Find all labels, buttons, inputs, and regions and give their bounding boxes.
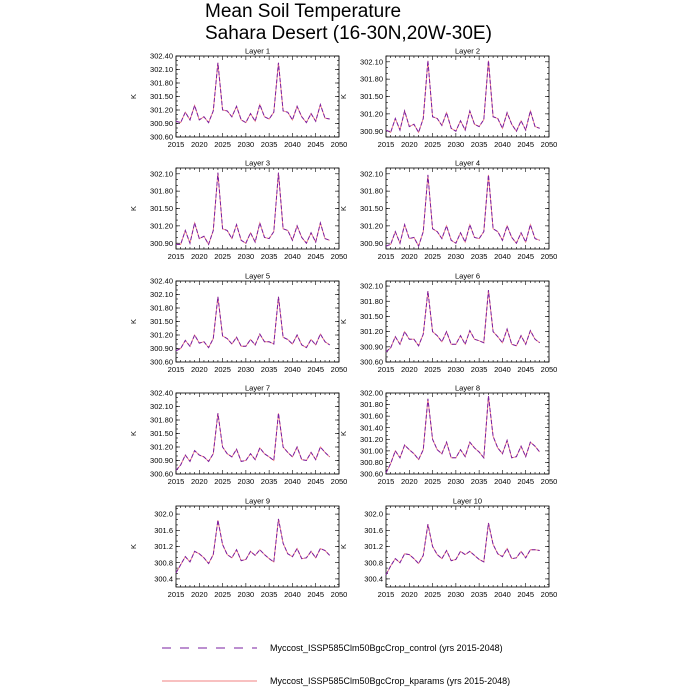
series-line-control [176,297,330,351]
y-tick-label: 300.80 [360,458,383,468]
plot-frame [176,56,339,137]
x-tick-label: 2040 [494,252,511,261]
x-tick-label: 2020 [190,590,208,599]
y-tick-label: 301.80 [150,186,173,196]
series-line-control [386,290,540,352]
panel-layer-10 [339,497,557,600]
series-line-kparams [176,519,330,573]
y-tick-label: 301.20 [360,109,383,119]
y-tick-label: 300.90 [360,342,383,352]
panel-title: Layer 4 [454,158,481,168]
y-tick-label: 300.8 [364,558,383,568]
series-line-control [176,173,330,245]
x-tick-label: 2040 [284,365,301,374]
y-tick-label: 301.80 [150,303,173,313]
x-tick-label: 2015 [377,252,395,261]
x-tick-label: 2025 [424,252,441,261]
y-tick-label: 301.50 [150,204,173,214]
y-tick-label: 300.60 [150,132,173,142]
x-tick-label: 2020 [190,365,208,374]
x-tick-label: 2025 [214,477,231,486]
x-tick-label: 2035 [470,590,488,599]
panel-layer-1 [129,47,347,150]
y-tick-label: 301.20 [360,221,383,231]
x-tick-label: 2035 [260,477,278,486]
series-line-kparams [386,396,540,473]
x-tick-label: 2025 [214,252,231,261]
y-axis-label: K [129,93,138,100]
x-tick-label: 2030 [237,365,255,374]
legend-entry-kparams [162,676,510,686]
plot-frame [386,281,549,362]
y-tick-label: 301.80 [360,74,383,84]
x-tick-label: 2050 [330,252,348,261]
x-tick-label: 2020 [400,365,418,374]
series-line-kparams [176,413,330,470]
x-tick-label: 2015 [167,477,185,486]
x-tick-label: 2040 [284,477,301,486]
x-tick-label: 2050 [540,477,558,486]
y-tick-label: 302.0 [364,509,383,519]
y-tick-label: 302.10 [150,402,173,412]
plot-frame [176,506,339,587]
x-tick-label: 2015 [377,590,395,599]
x-tick-label: 2045 [517,590,535,599]
plot-frame [386,393,549,474]
legend-label-kparams: Myccost_ISSP585Clm50BgcCrop_kparams (yrs 2015-2048) [270,676,511,686]
y-tick-label: 301.20 [360,434,383,444]
y-tick-label: 300.90 [360,126,383,136]
figure-title-line-1: Mean Soil Temperature [205,1,402,22]
y-tick-label: 302.10 [360,57,383,67]
y-tick-label: 300.60 [150,469,173,479]
x-tick-label: 2015 [167,590,185,599]
y-tick-label: 301.6 [364,525,383,535]
y-axis-label: K [339,93,348,100]
series-line-kparams [386,175,540,246]
y-tick-label: 300.90 [360,238,383,248]
x-tick-label: 2025 [214,590,231,599]
x-tick-label: 2025 [424,140,441,149]
x-tick-label: 2035 [260,590,278,599]
series-line-kparams [386,61,540,133]
panel-title: Layer 9 [244,496,271,506]
plot-frame [176,393,339,474]
y-tick-label: 300.60 [360,357,383,367]
y-axis-label: K [129,318,138,325]
x-tick-label: 2045 [307,590,325,599]
series-line-kparams [176,63,330,123]
x-tick-label: 2050 [330,590,348,599]
x-tick-label: 2020 [400,252,418,261]
series-line-control [386,61,540,133]
y-tick-label: 301.60 [360,411,383,421]
x-tick-label: 2020 [190,140,208,149]
x-tick-label: 2030 [447,140,465,149]
y-axis-label: K [129,430,138,437]
x-tick-label: 2030 [237,252,255,261]
panel-layer-8 [339,384,557,487]
panel-title: Layer 8 [454,383,481,393]
plot-frame [386,56,549,137]
x-tick-label: 2050 [540,140,558,149]
plot-frame [386,168,549,249]
y-tick-label: 301.80 [360,400,383,410]
series-line-kparams [386,523,540,575]
panel-layer-9 [129,497,347,600]
x-tick-label: 2040 [494,590,511,599]
panel-layer-3 [129,159,347,262]
x-tick-label: 2045 [517,140,535,149]
x-tick-label: 2050 [330,140,348,149]
x-tick-label: 2045 [517,365,535,374]
y-tick-label: 302.0 [154,509,173,519]
x-tick-label: 2030 [447,365,465,374]
x-tick-label: 2020 [190,477,208,486]
panel-layer-5 [129,272,347,375]
series-line-kparams [176,173,330,245]
y-tick-label: 301.2 [364,542,383,552]
x-tick-label: 2045 [307,140,325,149]
x-tick-label: 2020 [190,252,208,261]
panel-title: Layer 7 [244,383,271,393]
x-tick-label: 2035 [470,365,488,374]
x-tick-label: 2040 [284,590,301,599]
x-tick-label: 2015 [167,365,185,374]
plot-frame [176,281,339,362]
y-tick-label: 302.10 [360,281,383,291]
panel-layer-2 [339,47,557,150]
y-axis-label: K [129,205,138,212]
y-tick-label: 301.80 [360,186,383,196]
x-tick-label: 2035 [470,252,488,261]
y-tick-label: 301.6 [154,525,173,535]
x-tick-label: 2050 [330,477,348,486]
y-tick-label: 302.40 [150,51,173,61]
panel-title: Layer 5 [244,271,271,281]
y-tick-label: 302.10 [150,65,173,75]
x-tick-label: 2025 [214,365,231,374]
y-tick-label: 302.10 [150,290,173,300]
y-tick-label: 301.50 [150,317,173,327]
legend-label-control: Myccost_ISSP585Clm50BgcCrop_control (yrs 2015-2048) [270,643,503,653]
series-line-control [386,523,540,575]
y-tick-label: 300.60 [360,469,383,479]
y-tick-label: 300.90 [150,238,173,248]
y-tick-label: 301.00 [360,446,383,456]
panel-title: Layer 3 [244,158,271,168]
y-tick-label: 302.00 [360,388,383,398]
y-tick-label: 300.4 [364,574,383,584]
y-tick-label: 301.2 [154,542,173,552]
series-line-control [386,175,540,246]
figure-title-line-2: Sahara Desert (16-30N,20W-30E) [205,23,492,44]
y-tick-label: 301.20 [150,330,173,340]
x-tick-label: 2045 [307,365,325,374]
series-line-kparams [386,290,540,352]
y-tick-label: 301.80 [150,78,173,88]
x-tick-label: 2045 [517,252,535,261]
y-tick-label: 302.10 [360,169,383,179]
y-axis-label: K [129,543,138,550]
panel-title: Layer 2 [454,46,481,56]
plot-frame [386,506,549,587]
x-tick-label: 2030 [447,252,465,261]
x-tick-label: 2040 [494,477,511,486]
x-tick-label: 2050 [540,590,558,599]
y-tick-label: 300.4 [154,574,173,584]
x-tick-label: 2040 [494,140,511,149]
panel-layer-4 [339,159,557,262]
y-tick-label: 302.40 [150,276,173,286]
legend-entry-control [162,643,503,653]
x-tick-label: 2025 [214,140,231,149]
x-tick-label: 2035 [470,140,488,149]
x-tick-label: 2025 [424,477,441,486]
x-tick-label: 2015 [167,140,185,149]
y-tick-label: 301.50 [360,312,383,322]
x-tick-label: 2030 [447,590,465,599]
panel-layer-7 [129,384,347,487]
x-tick-label: 2020 [400,140,418,149]
x-tick-label: 2045 [517,477,535,486]
y-tick-label: 301.80 [150,415,173,425]
x-tick-label: 2030 [237,590,255,599]
series-line-control [176,413,330,470]
series-line-control [176,63,330,123]
x-tick-label: 2015 [167,252,185,261]
x-tick-label: 2045 [307,252,325,261]
x-tick-label: 2035 [260,365,278,374]
x-tick-label: 2035 [260,140,278,149]
panel-title: Layer 6 [454,271,481,281]
panel-title: Layer 1 [244,46,271,56]
x-tick-label: 2035 [470,477,488,486]
y-tick-label: 301.80 [360,296,383,306]
y-axis-label: K [339,430,348,437]
x-tick-label: 2050 [330,365,348,374]
x-tick-label: 2015 [377,365,395,374]
x-tick-label: 2025 [424,590,441,599]
y-axis-label: K [339,543,348,550]
y-tick-label: 301.40 [360,423,383,433]
x-tick-label: 2025 [424,365,441,374]
y-tick-label: 301.20 [150,221,173,231]
x-tick-label: 2020 [400,477,418,486]
y-tick-label: 301.20 [360,327,383,337]
y-tick-label: 302.40 [150,388,173,398]
x-tick-label: 2020 [400,590,418,599]
y-tick-label: 302.10 [150,169,173,179]
y-axis-label: K [339,205,348,212]
y-tick-label: 300.60 [150,357,173,367]
panels-grid [129,47,557,600]
y-tick-label: 301.50 [360,92,383,102]
panel-title: Layer 10 [452,496,483,506]
y-tick-label: 300.8 [154,558,173,568]
x-tick-label: 2015 [377,477,395,486]
series-line-control [176,519,330,573]
y-axis-label: K [339,318,348,325]
y-tick-label: 301.20 [150,442,173,452]
y-tick-label: 301.50 [360,204,383,214]
x-tick-label: 2030 [237,477,255,486]
y-tick-label: 301.50 [150,429,173,439]
y-tick-label: 300.90 [150,344,173,354]
x-tick-label: 2030 [447,477,465,486]
y-tick-label: 300.90 [150,119,173,129]
x-tick-label: 2030 [237,140,255,149]
x-tick-label: 2040 [284,252,301,261]
y-tick-label: 301.50 [150,92,173,102]
y-tick-label: 301.20 [150,105,173,115]
x-tick-label: 2035 [260,252,278,261]
x-tick-label: 2040 [494,365,511,374]
x-tick-label: 2050 [540,252,558,261]
plot-frame [176,168,339,249]
x-tick-label: 2015 [377,140,395,149]
y-tick-label: 300.90 [150,456,173,466]
legend [162,643,510,686]
x-tick-label: 2040 [284,140,301,149]
panel-layer-6 [339,272,557,375]
x-tick-label: 2045 [307,477,325,486]
series-line-control [386,396,540,473]
x-tick-label: 2050 [540,365,558,374]
